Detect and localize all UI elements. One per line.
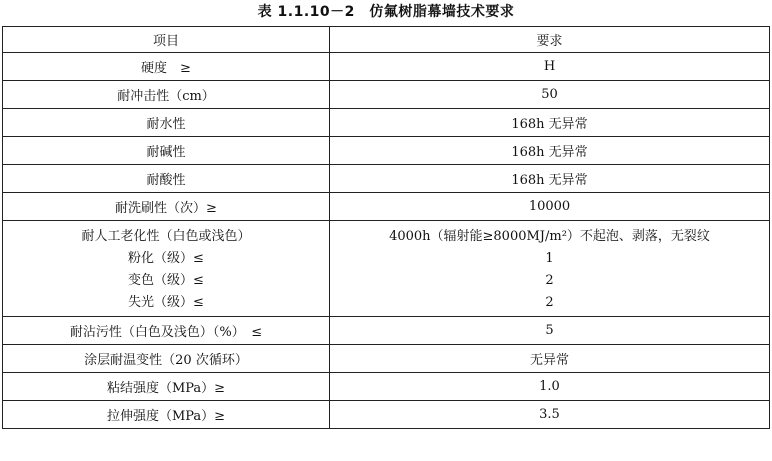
spec-table <box>2 26 770 429</box>
aging-value-chalking: 1 <box>545 250 554 266</box>
value-cell: 3.5 <box>330 401 770 429</box>
table-row-temp-cycle <box>3 345 770 373</box>
value-cell: 50 <box>330 81 770 109</box>
item-cell: 耐洗刷性（次）≥ <box>3 193 330 221</box>
item-cell: 耐沾污性（白色及浅色）（%） ≤ <box>3 317 330 345</box>
table-row-stain <box>3 317 770 345</box>
item-cell: 耐水性 <box>3 109 330 137</box>
value-cell: 无异常 <box>330 345 770 373</box>
aging-value-discoloration: 2 <box>545 272 554 288</box>
aging-value-gloss-loss: 2 <box>545 294 554 310</box>
aging-item-label: 耐人工老化性（白色或浅色） <box>81 228 251 244</box>
item-cell: 耐酸性 <box>3 165 330 193</box>
table-row-tensile-strength <box>3 401 770 429</box>
table-header-row <box>3 27 770 53</box>
value-cell: 168h 无异常 <box>330 109 770 137</box>
value-cell: 10000 <box>330 193 770 221</box>
aging-item-gloss-loss: 失光（级）≤ <box>128 294 204 310</box>
table-row-alkali <box>3 137 770 165</box>
item-cell: 耐冲击性（cm） <box>3 81 330 109</box>
value-cell: 1.0 <box>330 373 770 401</box>
aging-value-cell <box>330 221 770 317</box>
aging-item-chalking: 粉化（级）≤ <box>128 250 204 266</box>
item-cell: 粘结强度（MPa）≥ <box>3 373 330 401</box>
item-cell: 耐碱性 <box>3 137 330 165</box>
item-cell: 拉伸强度（MPa）≥ <box>3 401 330 429</box>
value-cell: H <box>330 53 770 81</box>
value-cell: 5 <box>330 317 770 345</box>
item-cell: 硬度 ≥ <box>3 53 330 81</box>
header-item: 项目 <box>3 27 330 53</box>
table-row-hardness <box>3 53 770 81</box>
aging-item-cell <box>3 221 330 317</box>
value-cell: 168h 无异常 <box>330 137 770 165</box>
table-row-acid <box>3 165 770 193</box>
aging-item-discoloration: 变色（级）≤ <box>128 272 204 288</box>
table-row-aging <box>3 221 770 317</box>
item-cell: 涂层耐温变性（20 次循环） <box>3 345 330 373</box>
table-row-bond-strength <box>3 373 770 401</box>
value-cell: 168h 无异常 <box>330 165 770 193</box>
header-requirement: 要求 <box>330 27 770 53</box>
aging-value-main: 4000h（辐射能≥8000MJ/m²）不起泡、剥落，无裂纹 <box>389 228 710 244</box>
table-row-scrub <box>3 193 770 221</box>
table-row-water <box>3 109 770 137</box>
table-row-impact <box>3 81 770 109</box>
table-title: 表 1.1.10－2 仿氟树脂幕墙技术要求 <box>257 4 515 20</box>
